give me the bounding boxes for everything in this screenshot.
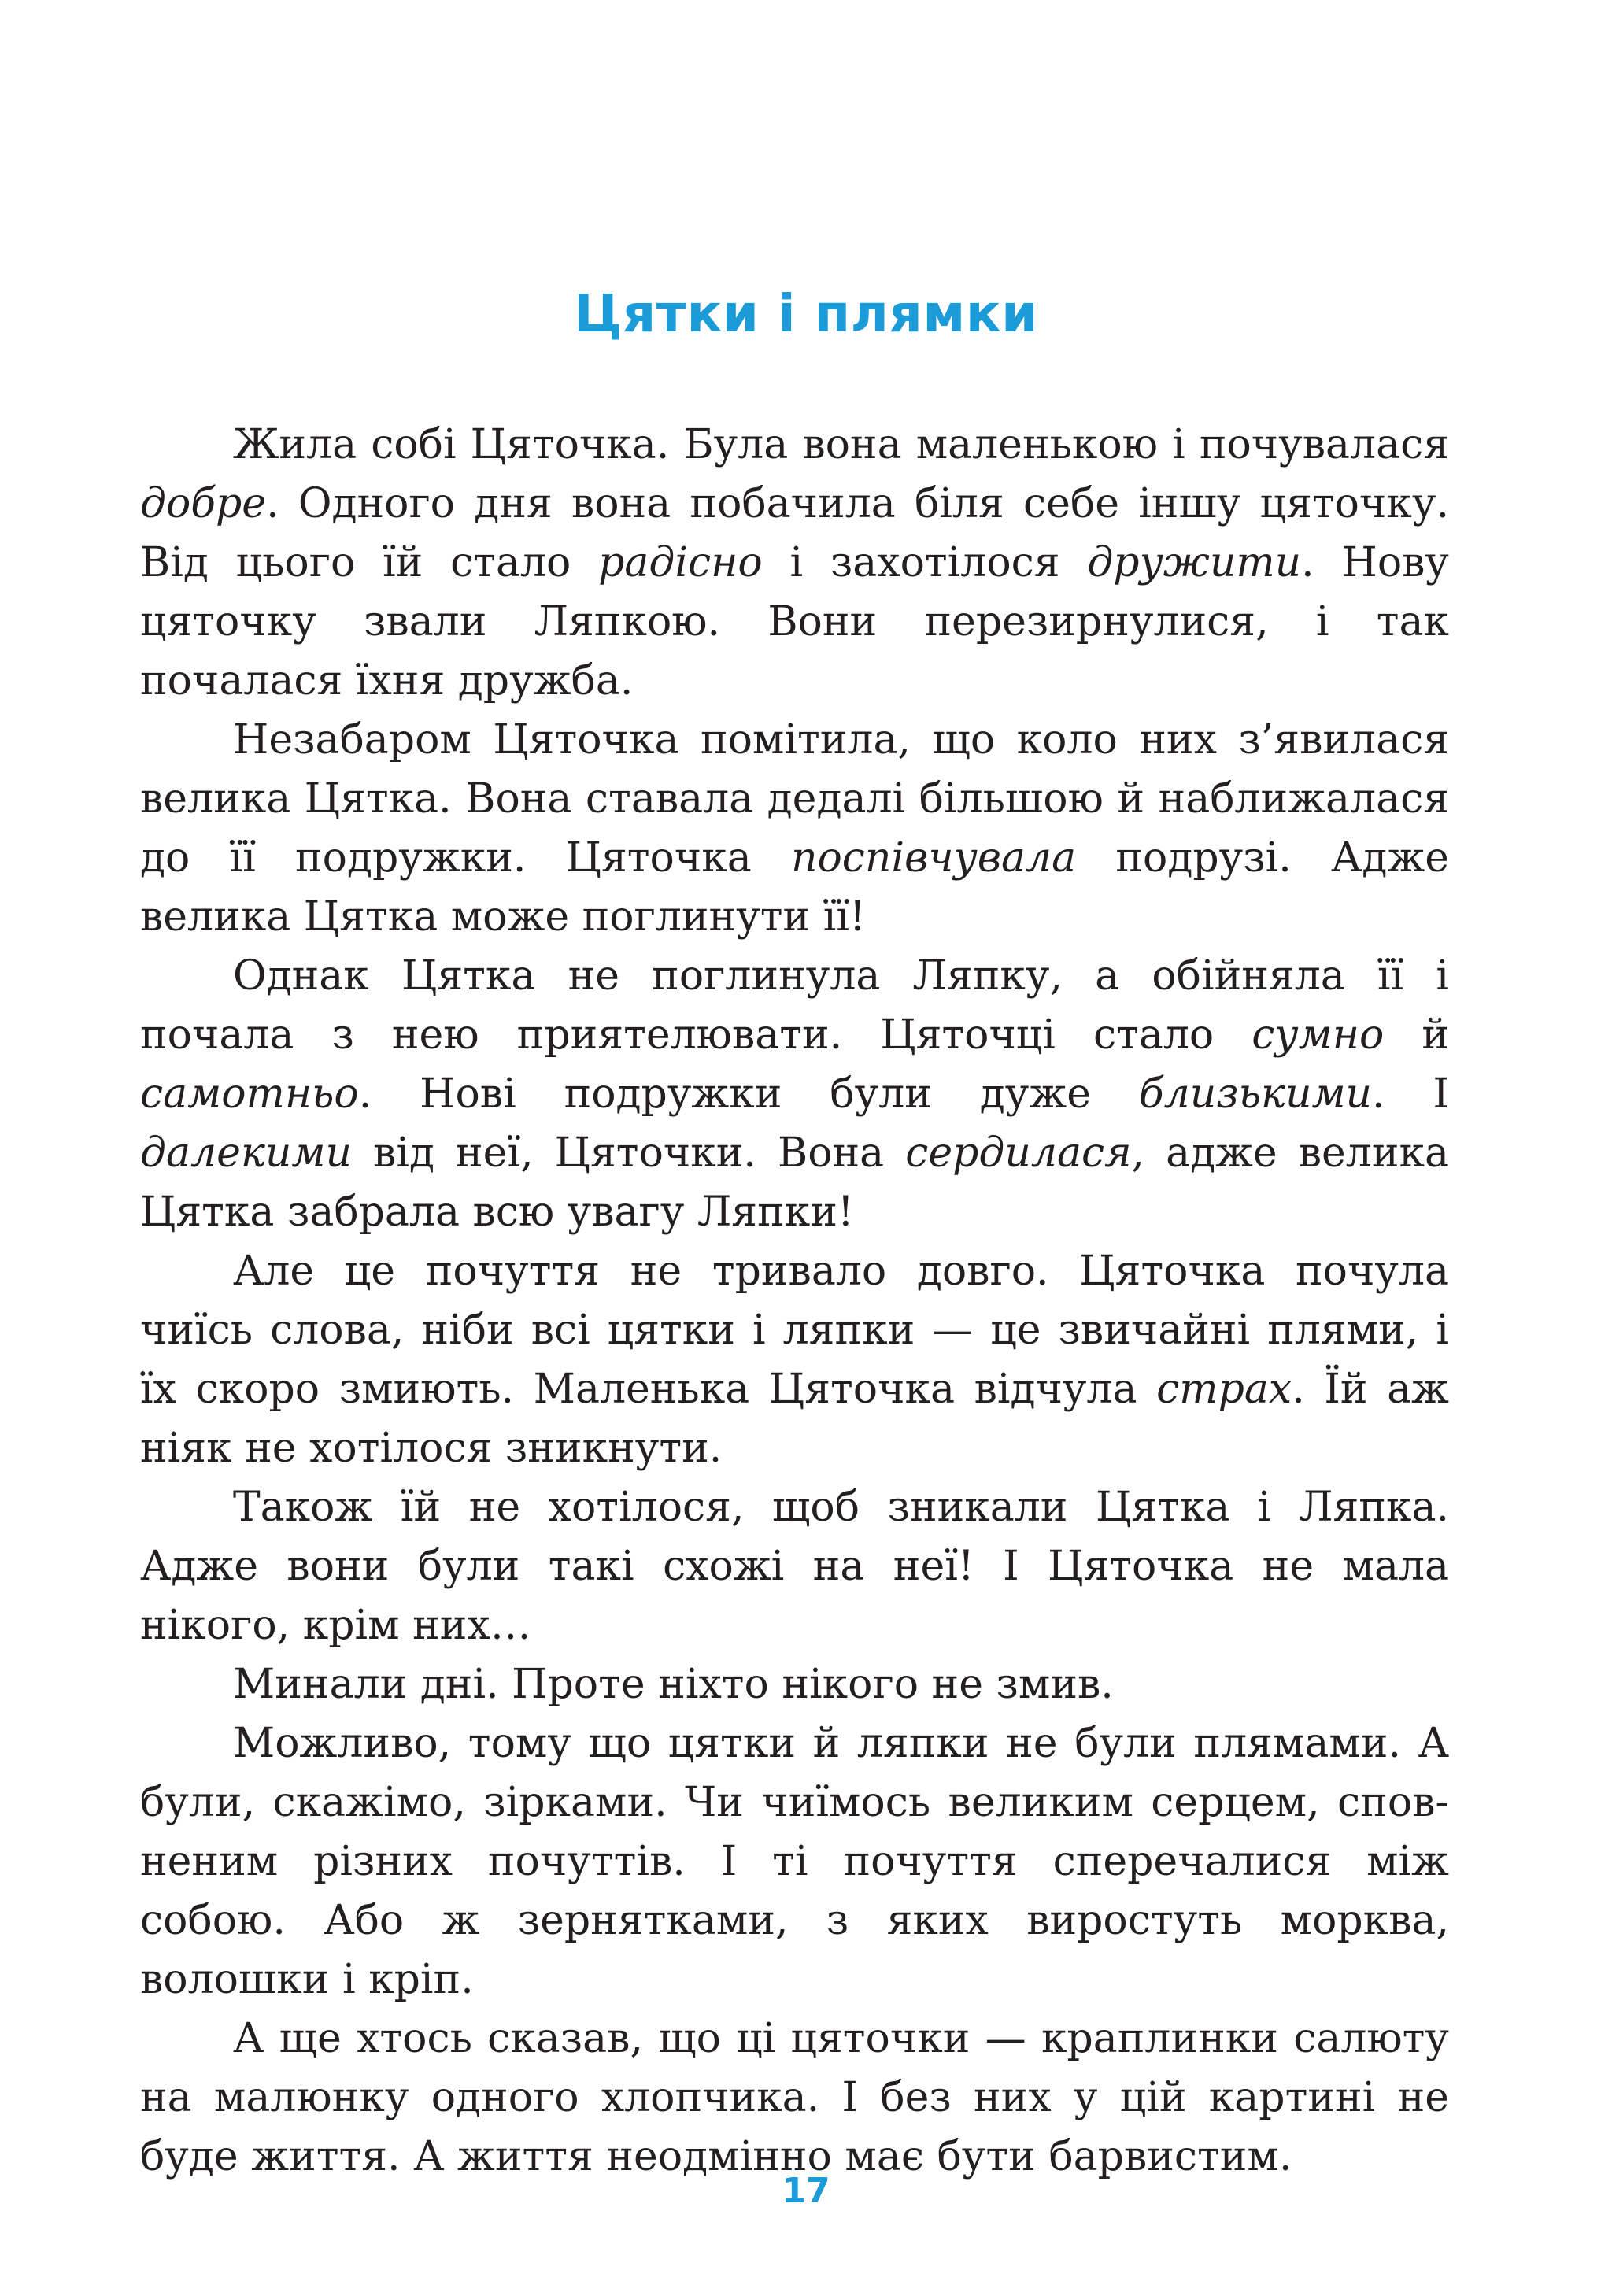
story-paragraph	[140, 416, 1449, 711]
text-run: й	[1384, 1011, 1449, 1059]
emphasized-word: сердилася	[905, 1130, 1132, 1177]
text-run: Також їй не хотілося, щоб зникали Цятка і Ляпка. Адже вони були такі схожі на неї! І Цяточка не мала нікого, крім них…	[140, 1484, 1449, 1649]
text-run: Жила собі Цяточка. Була вона маленькою і почувалася	[233, 421, 1449, 468]
text-run: Можливо, тому що цятки й ляпки не були плямами. А були, скажімо, зірками. Чи чиїмось великим серцем, сповненим різних почуттів. І ті почуття сперечалися між собою. Або ж зернятками, з яких виростуть морква, волошки і кріп.	[140, 1720, 1449, 2003]
emphasized-word: сумно	[1252, 1011, 1385, 1059]
text-run: . Одного дня вона побачила біля себе іншу цяточку. Від цього їй стало	[140, 480, 1449, 586]
story-paragraph	[140, 2009, 1449, 2187]
text-run: . Нову цяточку звали Ляпкою. Вони перезирнулися, і так почалася їхня дружба.	[140, 539, 1449, 704]
page-number: 17	[782, 2171, 830, 2211]
story-paragraph	[140, 947, 1449, 1242]
story-title: Цятки і плямки	[574, 283, 1038, 344]
text-run: Незабаром Цяточка помітила, що коло них з’явилася велика Цятка. Вона ставала дедалі більшою й наближалася до її подружки. Цяточка	[140, 716, 1449, 882]
text-run: подрузі. Адже велика Цятка може поглинути її!	[140, 834, 1450, 941]
text-run: . Нові подружки були дуже	[358, 1070, 1139, 1118]
emphasized-word: поспівчувала	[790, 834, 1077, 882]
text-run: і захотілося	[762, 539, 1088, 586]
story-paragraph	[140, 1242, 1449, 1478]
text-run: . І	[1372, 1070, 1449, 1118]
text-run: Однак Цятка не поглинула Ляпку, а обійняла її і почала з нею приятелювати. Цяточці стало	[140, 952, 1449, 1059]
text-run: А ще хтось сказав, що ці цяточки — краплинки салюту на малюнку одного хлопчика. І без них у цій картині не буде життя. А життя неодмінно має бути барвистим.	[140, 2015, 1449, 2180]
emphasized-word: далекими	[140, 1130, 352, 1177]
story-paragraph	[140, 711, 1449, 947]
text-run: . Їй аж ніяк не хотілося зникнути.	[140, 1366, 1449, 1472]
emphasized-word: дружити	[1087, 539, 1302, 586]
story-paragraph	[140, 1478, 1449, 1655]
story-body	[140, 416, 1449, 2187]
emphasized-word: добре	[140, 480, 267, 527]
emphasized-word: радісно	[598, 539, 763, 586]
text-run: Але це почуття не тривало довго. Цяточка почула чиїсь слова, ніби всі цятки і ляпки — це звичайні плями, і їх скоро змиють. Маленька Цяточка відчула	[140, 1248, 1449, 1413]
emphasized-word: страх	[1156, 1366, 1292, 1413]
text-run: від неї, Цяточки. Вона	[352, 1130, 906, 1177]
emphasized-word: самотньо	[140, 1070, 359, 1118]
story-paragraph	[140, 1655, 1449, 1714]
story-paragraph	[140, 1714, 1449, 2009]
text-run: , адже велика Цятка забрала всю увагу Ляпки!	[140, 1130, 1449, 1236]
emphasized-word: близькими	[1138, 1070, 1373, 1118]
text-run: Минали дні. Проте ніхто нікого не змив.	[233, 1661, 1114, 1708]
